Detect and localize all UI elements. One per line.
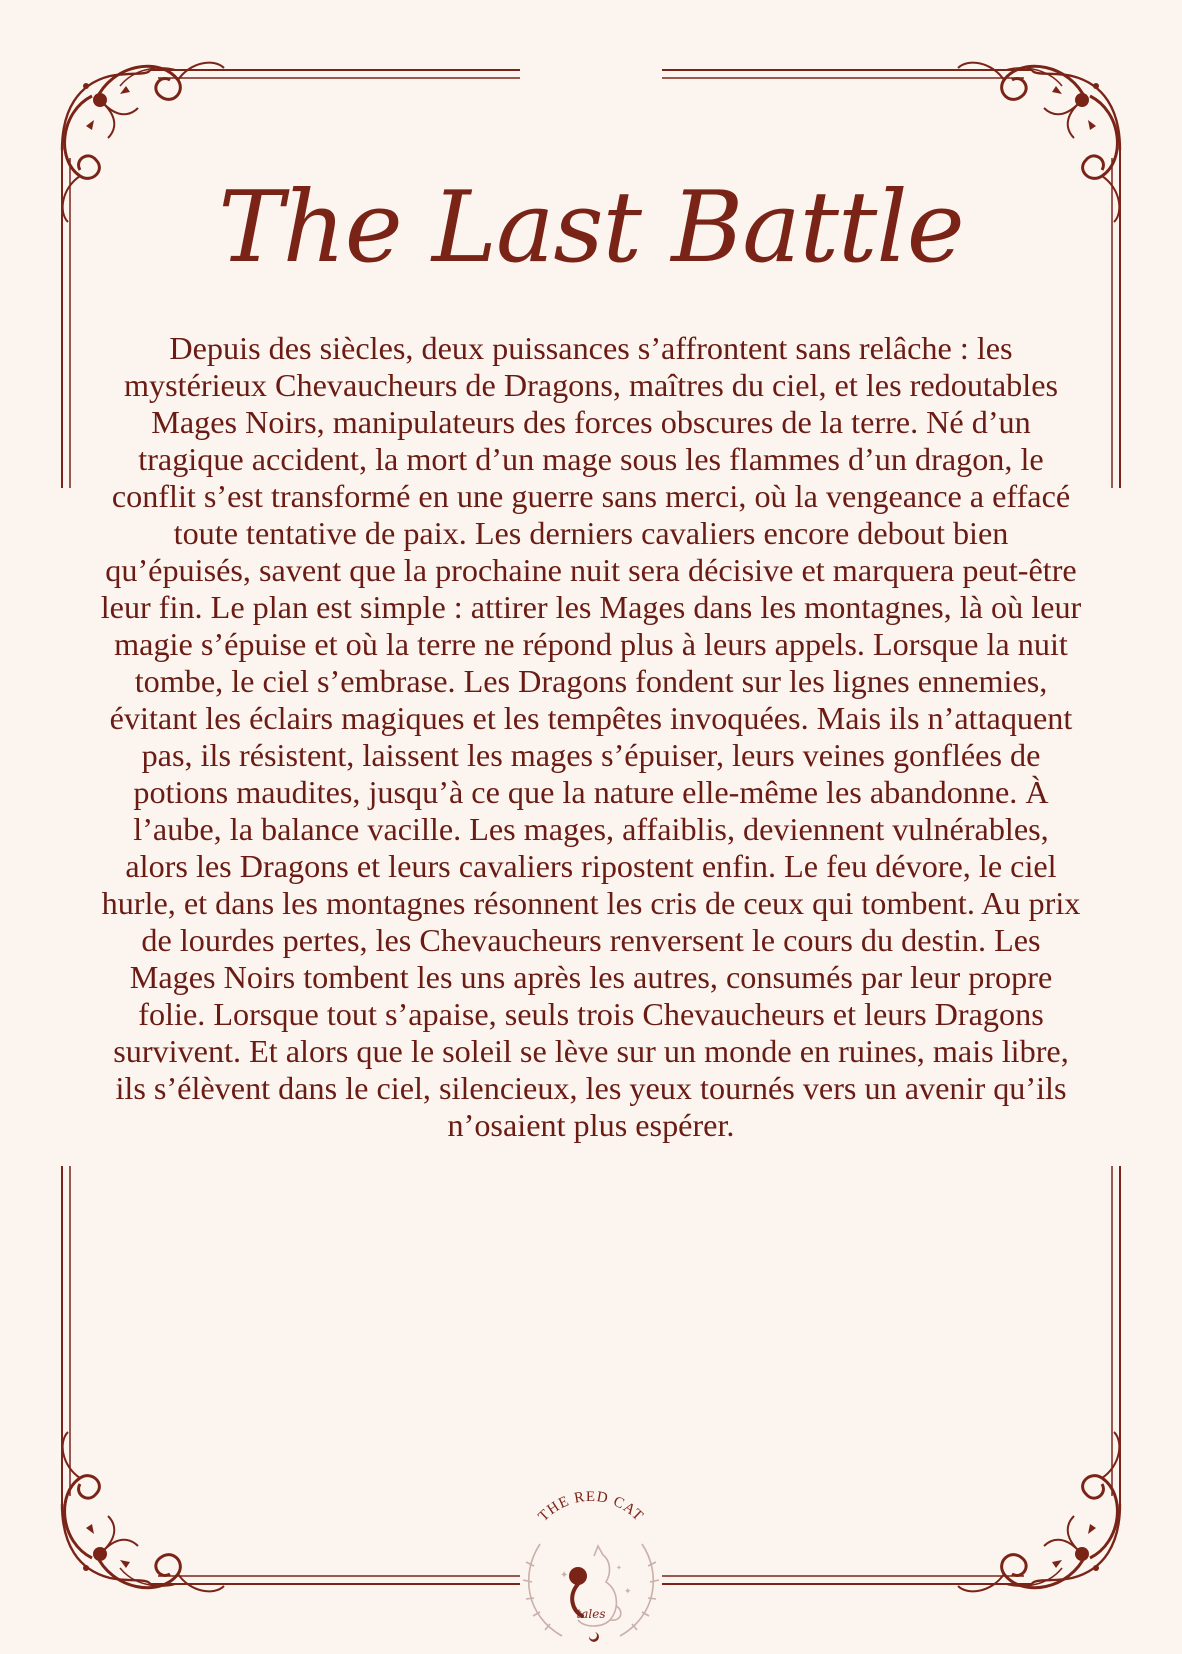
logo-bottom-text: tales <box>576 1607 606 1621</box>
story-text: Depuis des siècles, deux puissances s’affrontent sans relâche : les mystérieux Chevaucheurs de Dragons, maîtres du ciel, et les redoutables Mages Noirs, manipulateurs des forces obscures de la terre. Né d’un tragique accident, la mort d’un mage sous les flammes d’un dragon, le conflit s’est transformé en une guerre sans merci, où la vengeance a effacé toute tentative de paix. Les derniers cavaliers encore debout bien qu’épuisés, savent que la prochaine nuit sera décisive et marquera peut-être leur fin. Le plan est simple : attirer les Mages dans les montagnes, là où leur magie s’épuise et où la terre ne répond plus à leurs appels. Lorsque la nuit tombe, le ciel s’embrase. Les Dragons fondent sur les lignes ennemies, évitant les éclairs magiques et les tempêtes invoquées. Mais ils n’attaquent pas, ils résistent, laissent les mages s’épuiser, leurs veines gonflées de potions maudites, jusqu’à ce que la nature elle-même les abandonne. À l’aube, la balance vacille. Les mages, affaiblis, deviennent vulnérables, alors les Dragons et leurs cavaliers ripostent enfin. Le feu dévore, le ciel hurle, et dans les montagnes résonnent les cris de ceux qui tombent. Au prix de lourdes pertes, les Chevaucheurs renversent le cours du destin. Les Mages Noirs tombent les uns après les autres, consumés par leur propre folie. Lorsque tout s’apaise, seuls trois Chevaucheurs et leurs Dragons survivent. Et alors que le soleil se lève sur un monde en ruines, mais libre, ils s’élèvent dans le ciel, silencieux, les yeux tournés vers un avenir qu’ils n’osaient plus espérer. <box>100 330 1082 1143</box>
logo-star: ✦ <box>616 1564 622 1572</box>
logo-wreath <box>523 1544 659 1636</box>
logo-star: ✦ <box>560 1570 569 1581</box>
the-red-cat-tales-logo <box>506 1486 676 1646</box>
page-title: The Last Battle <box>218 171 964 285</box>
logo-star: ✦ <box>624 1587 632 1597</box>
logo-top-text: THE RED CAT <box>535 1489 647 1525</box>
logo-crescent <box>589 1632 599 1642</box>
